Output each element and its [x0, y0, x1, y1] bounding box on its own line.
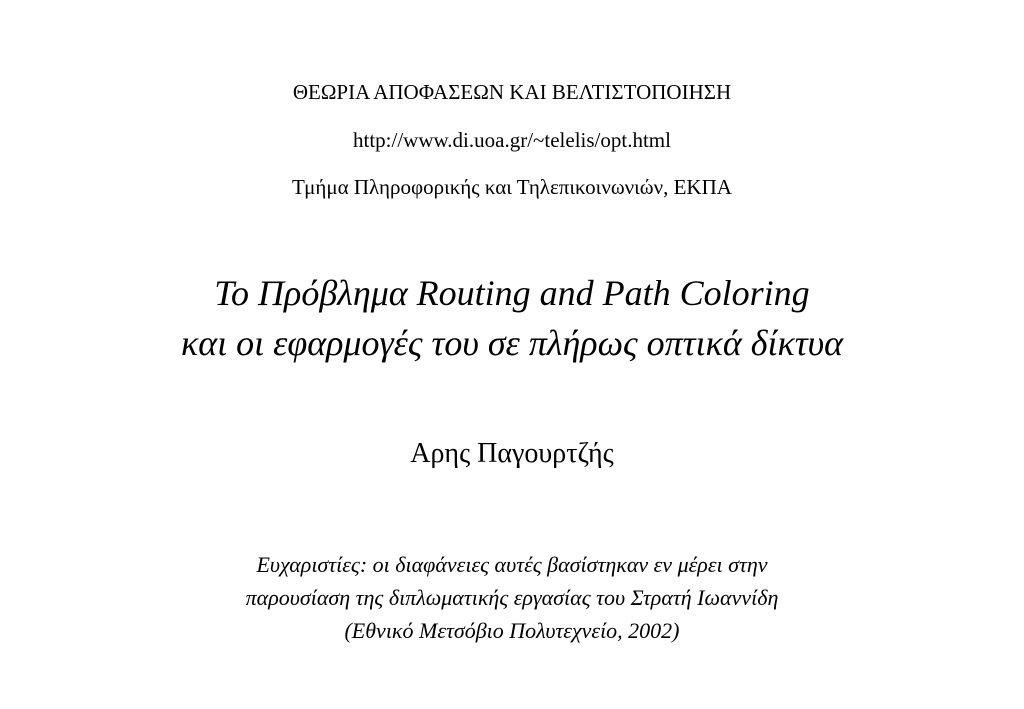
acknowledgment-line-1: Ευχαριστίες: οι διαφάνειες αυτές βασίστηκαν εν μέρει στην: [256, 552, 768, 577]
presentation-title-line-2: και οι εφαρμογές του σε πλήρως οπτικά δίκτυα: [180, 323, 844, 363]
author-name: Αρης Παγουρτζής: [410, 438, 614, 469]
presentation-title-line-1: Το Πρόβλημα Routing and Path Coloring: [214, 273, 810, 313]
acknowledgment-line-3: (Εθνικό Μετσόβιο Πολυτεχνείο, 2002): [344, 618, 680, 643]
course-title: ΘΕΩΡΙΑ ΑΠΟΦΑΣΕΩΝ ΚΑΙ ΒΕΛΤΙΣΤΟΠΟΙΗΣΗ: [292, 80, 732, 104]
department-name: Τμήμα Πληροφορικής και Τηλεπικοινωνιών, ΕΚΠΑ: [292, 175, 732, 199]
acknowledgment-line-2: παρουσίαση της διπλωματικής εργασίας του Στρατή Ιωαννίδη: [245, 585, 779, 610]
course-url: http://www.di.uoa.gr/~telelis/opt.html: [353, 128, 671, 152]
